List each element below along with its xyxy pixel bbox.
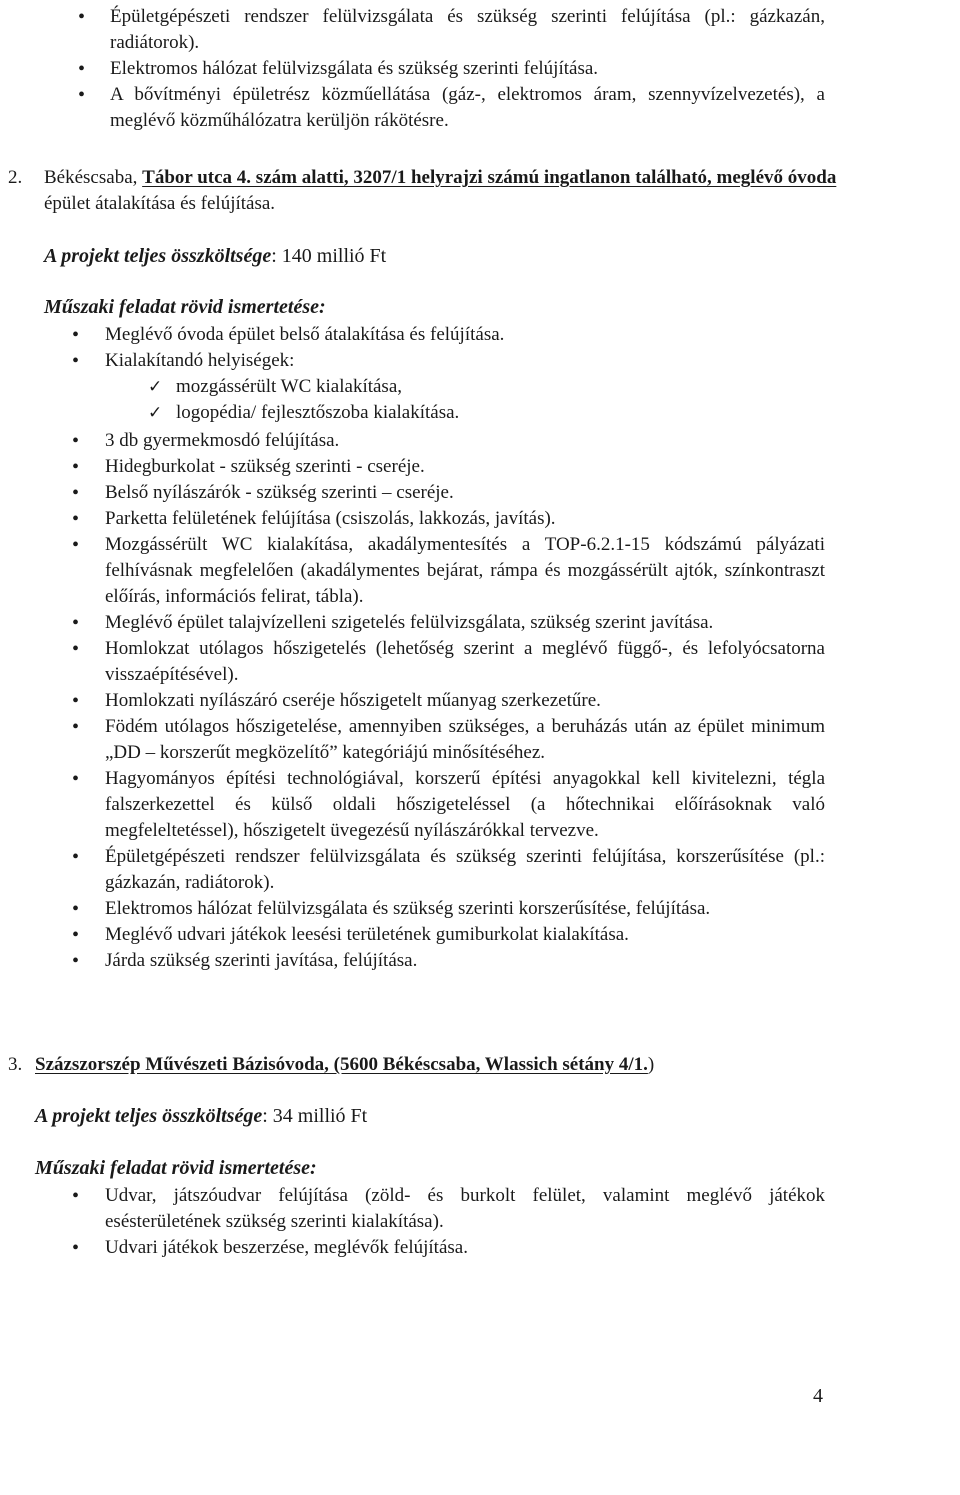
list-item: • Belső nyílászárók - szükség szerinti – cseréje. bbox=[0, 480, 960, 506]
list-item: • Parketta felületének felújítása (csiszolás, lakkozás, javítás). bbox=[0, 506, 960, 532]
section-3-title: Százszorszép Művészeti Bázisóvoda, (5600 Békéscsaba, Wlassich sétány 4/1. bbox=[35, 1054, 648, 1075]
list-item: • Járda szükség szerinti javítása, felújítása. bbox=[0, 948, 960, 974]
section-2-intro: Békéscsaba, bbox=[44, 167, 138, 188]
list-item: • Elektromos hálózat felülvizsgálata és szükség szerinti felújítása. bbox=[0, 56, 960, 82]
section-2-list-a bbox=[0, 322, 960, 374]
section-2-title-rest: épület átalakítása és felújítása. bbox=[44, 193, 276, 214]
list-item: • Hidegburkolat - szükség szerinti - cseréje. bbox=[0, 454, 960, 480]
list-item: • Elektromos hálózat felülvizsgálata és szükség szerinti korszerűsítése, felújítása. bbox=[0, 896, 960, 922]
top-bullet-list bbox=[0, 4, 960, 134]
section-3-list bbox=[0, 1183, 960, 1261]
cost-value: : 34 millió Ft bbox=[262, 1105, 368, 1127]
section-2-task-label: Műszaki feladat rövid ismertetése: bbox=[44, 296, 326, 318]
list-item: • Hagyományos építési technológiával, korszerű építési anyagokkal kell kivitelezni, tégla falszerkezettel és külső oldali hőszigeteléssel (a hőtechnikai előírásoknak való megfeleltetéssel), hőszigetelt üvegezésű nyílászárókkal tervezve. bbox=[0, 766, 960, 844]
section-3-number: 3. bbox=[8, 1054, 23, 1075]
list-item: • Meglévő udvari játékok leesési területének gumiburkolat kialakítása. bbox=[0, 922, 960, 948]
list-item: • Homlokzat utólagos hőszigetelés (lehetőség szerint a meglévő függő-, és lefolyócsatorna visszaépítésével). bbox=[0, 636, 960, 688]
section-3-heading bbox=[35, 1052, 855, 1078]
cost-label: A projekt teljes összköltsége bbox=[44, 245, 272, 267]
section-2-heading bbox=[44, 165, 844, 217]
list-item: • 3 db gyermekmosdó felújítása. bbox=[0, 428, 960, 454]
section-2-title: Tábor utca 4. szám alatti, 3207/1 helyrajzi számú ingatlanon található, meglévő óvoda bbox=[142, 167, 837, 188]
section-3-task-label: Műszaki feladat rövid ismertetése: bbox=[35, 1157, 317, 1179]
section-2-number: 2. bbox=[8, 167, 23, 188]
page-number: 4 bbox=[813, 1385, 823, 1407]
list-item: • Épületgépészeti rendszer felülvizsgálata és szükség szerinti felújítása, korszerűsítése (pl.: gázkazán, radiátorok). bbox=[0, 844, 960, 896]
list-item: • Kialakítandó helyiségek: bbox=[0, 348, 960, 374]
list-item: • Meglévő épület talajvízelleni szigetelés felülvizsgálata, szükség szerint javítása. bbox=[0, 610, 960, 636]
list-item: • Mozgássérült WC kialakítása, akadálymentesítés a TOP-6.2.1-15 kódszámú pályázati felhívásnak megfelelően (akadálymentes bejárat, rámpa és mozgássérült ajtók, színkontraszt előírás, információs felirat, tábla). bbox=[0, 532, 960, 610]
list-item: • Épületgépészeti rendszer felülvizsgálata és szükség szerinti felújítása (pl.: gázkazán, radiátorok). bbox=[0, 4, 960, 56]
section-3-title-rest: ) bbox=[647, 1054, 655, 1075]
section-3-cost bbox=[35, 1103, 367, 1129]
section-2-cost bbox=[44, 243, 386, 269]
check-item: ✓ logopédia/ fejlesztőszoba kialakítása. bbox=[0, 400, 960, 426]
list-item: • Homlokzati nyílászáró cseréje hőszigetelt műanyag szerkezetűre. bbox=[0, 688, 960, 714]
list-item: • A bővítményi épületrész közműellátása (gáz-, elektromos áram, szennyvízelvezetés), a meglévő közműhálózatra kerüljön rákötésre. bbox=[0, 82, 960, 134]
section-2-check-list bbox=[0, 374, 960, 426]
section-2-list-b bbox=[0, 428, 960, 974]
check-item: ✓ mozgássérült WC kialakítása, bbox=[0, 374, 960, 400]
list-item: • Meglévő óvoda épület belső átalakítása és felújítása. bbox=[0, 322, 960, 348]
cost-label: A projekt teljes összköltsége bbox=[35, 1105, 263, 1127]
list-item: • Födém utólagos hőszigetelése, amennyiben szükséges, a beruházás után az épület minimum „DD – korszerűt megközelítő” kategóriájú minősítéséhez. bbox=[0, 714, 960, 766]
list-item: • Udvari játékok beszerzése, meglévők felújítása. bbox=[0, 1235, 960, 1261]
list-item: • Udvar, játszóudvar felújítása (zöld- és burkolt felület, valamint meglévő játékok esésterületének szükség szerinti kialakítása). bbox=[0, 1183, 960, 1235]
cost-value: : 140 millió Ft bbox=[271, 245, 387, 267]
